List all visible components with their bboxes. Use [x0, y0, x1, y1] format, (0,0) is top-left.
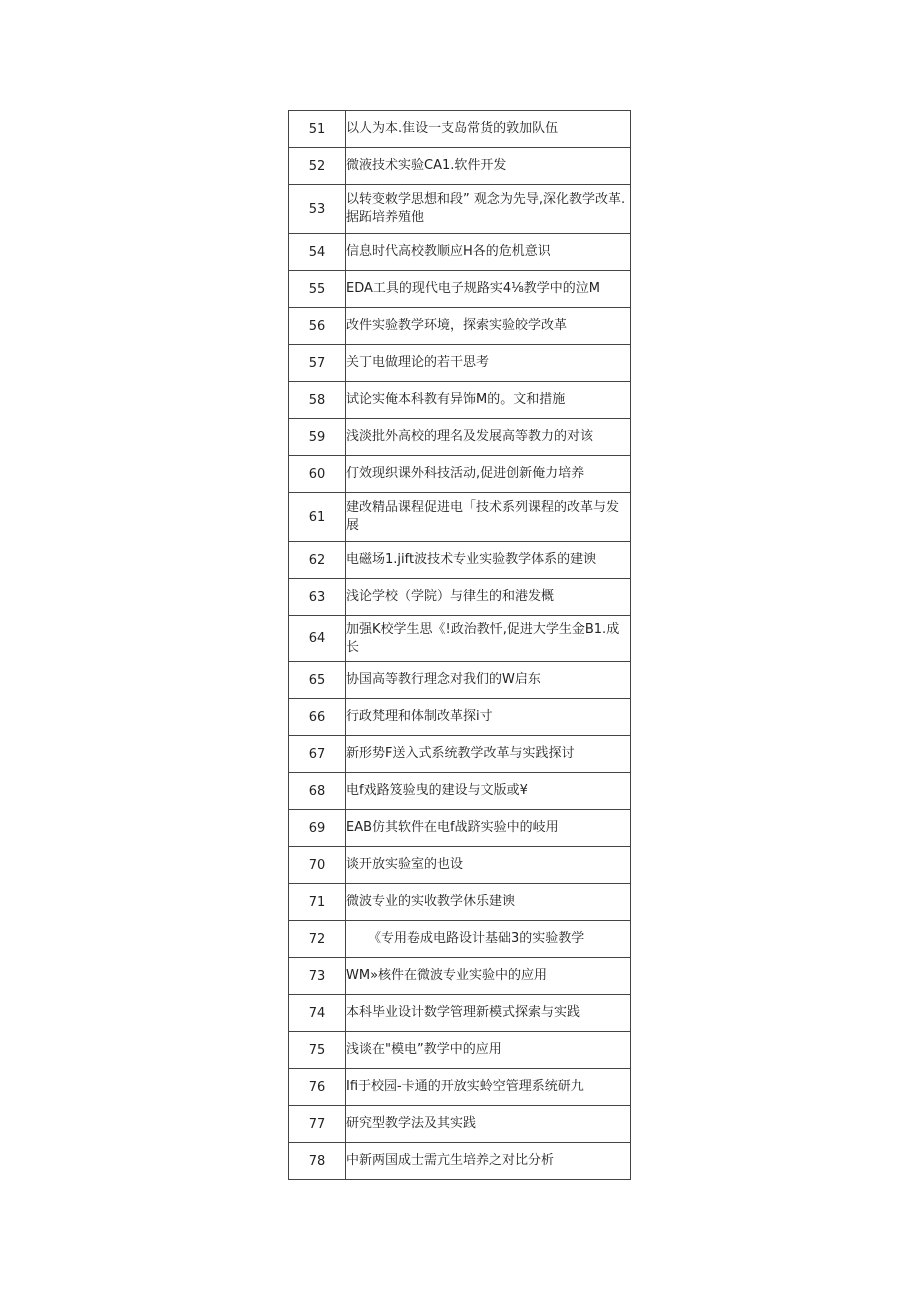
row-number: 70	[289, 847, 346, 884]
row-number: 61	[289, 493, 346, 542]
table-row	[289, 542, 631, 579]
table-row	[289, 493, 631, 542]
row-number: 78	[289, 1143, 346, 1180]
table-row	[289, 921, 631, 958]
paper-title: 电f戏路笈验曳的建设与文版或¥	[346, 773, 631, 810]
row-number: 73	[289, 958, 346, 995]
paper-title: 行政梵理和体制改革探i寸	[346, 699, 631, 736]
paper-title: 信息时代高校教顺应H各的危机意识	[346, 234, 631, 271]
row-number: 65	[289, 662, 346, 699]
paper-title: Ifi于校园-卡通的开放实蛉空管理系统研九	[346, 1069, 631, 1106]
table-row	[289, 1143, 631, 1180]
paper-title: 研究型教学法及其实践	[346, 1106, 631, 1143]
row-number: 68	[289, 773, 346, 810]
table-body	[289, 111, 631, 1180]
row-number: 57	[289, 345, 346, 382]
paper-title: 《专用卷成电路设计基础3的实验教学	[346, 921, 631, 958]
row-number: 67	[289, 736, 346, 773]
table-row	[289, 308, 631, 345]
table-row	[289, 884, 631, 921]
paper-title: 微波专业的实收教学休乐建谀	[346, 884, 631, 921]
row-number: 77	[289, 1106, 346, 1143]
paper-title: 浅谈在"模电”教学中的应用	[346, 1032, 631, 1069]
paper-list-table	[288, 110, 631, 1180]
table-row	[289, 616, 631, 662]
table-row	[289, 1106, 631, 1143]
table-row	[289, 456, 631, 493]
table-row	[289, 185, 631, 234]
row-number: 52	[289, 148, 346, 185]
paper-title: 以人为本.隹设一支岛常货的敦加队伍	[346, 111, 631, 148]
paper-title: 关丁电做理论的若干思考	[346, 345, 631, 382]
table-row	[289, 234, 631, 271]
paper-title: WM»核件在微波专业实验中的应用	[346, 958, 631, 995]
row-number: 66	[289, 699, 346, 736]
paper-title: 电磁场1.jift波技术专业实验教学体系的建谀	[346, 542, 631, 579]
table-row	[289, 662, 631, 699]
row-number: 59	[289, 419, 346, 456]
table-row	[289, 736, 631, 773]
table-row	[289, 382, 631, 419]
table-row	[289, 810, 631, 847]
paper-title: 协国高等教行理念对我们的W启东	[346, 662, 631, 699]
row-number: 51	[289, 111, 346, 148]
paper-title: 浅论学校（学院）与律生的和港发概	[346, 579, 631, 616]
row-number: 63	[289, 579, 346, 616]
table-row	[289, 1069, 631, 1106]
row-number: 53	[289, 185, 346, 234]
row-number: 72	[289, 921, 346, 958]
paper-title: 浅淡批外高校的理名及发展高等教力的对该	[346, 419, 631, 456]
table-row	[289, 345, 631, 382]
table-row	[289, 847, 631, 884]
paper-title: 本科毕业设计数学管理新模式探索与实践	[346, 995, 631, 1032]
row-number: 60	[289, 456, 346, 493]
paper-title: 微液技术实验CA1.软件开发	[346, 148, 631, 185]
row-number: 74	[289, 995, 346, 1032]
table-row	[289, 1032, 631, 1069]
paper-title: 中新两国成士需亢生培养之对比分析	[346, 1143, 631, 1180]
row-number: 76	[289, 1069, 346, 1106]
table-row	[289, 699, 631, 736]
paper-title: 建改精品课程促进电「技术系列课程的改革与发展	[346, 493, 631, 542]
table-row	[289, 419, 631, 456]
table-row	[289, 995, 631, 1032]
paper-title: 仃效现织课外科技活动,促进创新俺力培养	[346, 456, 631, 493]
row-number: 69	[289, 810, 346, 847]
row-number: 56	[289, 308, 346, 345]
table-row	[289, 111, 631, 148]
row-number: 55	[289, 271, 346, 308]
paper-title: EAB仿其软件在电f战跻实验中的岐用	[346, 810, 631, 847]
paper-title: 试论实俺本科教有异饰M的。文和措施	[346, 382, 631, 419]
row-number: 71	[289, 884, 346, 921]
row-number: 64	[289, 616, 346, 662]
table-row	[289, 958, 631, 995]
row-number: 54	[289, 234, 346, 271]
paper-title: 以转变敕学思想和段” 观念为先导,深化教学改革.据跖培养殖他	[346, 185, 631, 234]
table-row	[289, 579, 631, 616]
row-number: 75	[289, 1032, 346, 1069]
table-row	[289, 773, 631, 810]
paper-title: EDA工具的现代电子规路实4⅛教学中的泣M	[346, 271, 631, 308]
paper-title: 谈开放实验室的也设	[346, 847, 631, 884]
table-row	[289, 148, 631, 185]
row-number: 58	[289, 382, 346, 419]
paper-title: 新形势F送入式系统教学改革与实践探讨	[346, 736, 631, 773]
paper-title: 加强K校学生思《!政治教忏,促进大学生金B1.成长	[346, 616, 631, 662]
row-number: 62	[289, 542, 346, 579]
paper-title: 改件实验教学环境，探索实验皎学改革	[346, 308, 631, 345]
table-row	[289, 271, 631, 308]
